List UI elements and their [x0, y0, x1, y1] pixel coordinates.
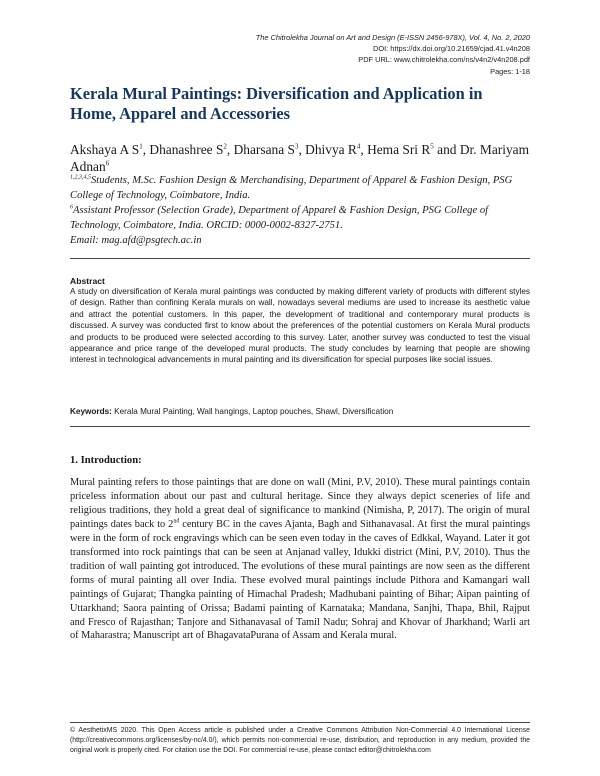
affiliation-students-sup: 1,2,3,4,5 — [70, 174, 91, 181]
author-4-sup: 4 — [356, 142, 361, 151]
affiliation-professor: $^6$Assistant Professor (Selection Grade), Department of Apparel & Fashion Design, PSG College of Technology, Coimbatore, India. ORCID: 0000-0002-8327-2751. — [70, 204, 489, 231]
affiliations — [70, 173, 532, 248]
keywords-text: Kerala Mural Painting, Wall hangings, Laptop pouches, Shawl, Diversification — [114, 407, 394, 416]
author-1-sup: 1 — [139, 142, 143, 151]
ordinal-sup: nd — [173, 518, 180, 525]
running-header — [256, 32, 530, 77]
author-5-sup: 5 — [430, 142, 434, 151]
author-email[interactable]: Email: mag.afd@psgtech.ac.in — [70, 235, 202, 246]
divider-top — [70, 258, 530, 259]
author-4: , Dhivya R — [298, 142, 357, 157]
author-2-sup: 2 — [223, 142, 227, 151]
keywords-label: Keywords: — [70, 407, 112, 416]
divider-footer — [70, 722, 530, 723]
pdf-url-line[interactable]: PDF URL: www.chitrolekha.com/ns/v4n2/v4n208.pdf — [358, 55, 530, 65]
author-2: , Dhanashree S — [142, 142, 224, 157]
abstract-text: A study on diversification of Kerala mural paintings was conducted by making different variety of products with different styles of design. Rather than confining Kerala murals on wall, nowadays several mediums are used to increase its aesthetic value and attract the potential customers. In this paper, the development of traditional and contemporary mural products is discussed. A survey was conducted first to know about the preferences of the potential customers on Kerala Mural products and products to be produced were selected according to this survey. Later, another survey was conducted to test the visual appearance and price range of the developed mural products. The study concludes by learning that people are showing interest in technological advancements in mural painting and its diversification for special purposes like social issues. — [70, 287, 530, 365]
divider-abstract — [70, 426, 530, 427]
author-5: , Hema Sri R — [360, 142, 431, 157]
pages-line: Pages: 1-18 — [490, 66, 530, 76]
keywords — [70, 406, 530, 417]
author-1: Akshaya A S — [70, 142, 140, 157]
affiliation-students: $^{1,2,3,4,5}$Students, M.Sc. Fashion Design & Merchandising, Department of Apparel & Fashion Design, PSG College of Technology, Coimbatore, India. — [70, 174, 513, 201]
author-6: and Dr. Mariyam Adnan — [70, 142, 529, 174]
affiliation-professor-sup: 6 — [70, 204, 73, 211]
doi-line[interactable]: DOI: https://dx.doi.org/10.21659/cjad.41.v4n208 — [373, 44, 530, 54]
section-heading-introduction: 1. Introduction: — [70, 455, 142, 466]
journal-line: The Chitrolekha Journal on Art and Design (E-ISSN 2456-978X), Vol. 4, No. 2, 2020 — [255, 33, 530, 42]
abstract-heading: Abstract — [70, 276, 105, 286]
author-3: , Dharsana S — [226, 142, 295, 157]
introduction-paragraph: Mural painting refers to those paintings that are done on wall (Mini, P.V, 2010). These mural paintings contain priceless information about our past and cultural heritage. Since they always depict sceneries of life and religious traditions, they hold a great deal of significance to mankind (Nimisha, P, 2017). The origin of mural paintings dates back to 2nd century BC in the caves Ajanta, Bagh and Sithanavasal. At first the mural paintings were in the form of rock engravings which can be seen even today in the caves of Edkkal, Wayand. Later it got transformed into rock paintings that can be seen at Anjanad valley, Idukki district (Mini, P.V, 2010). Thus the tradition of wall painting got introduced. The evolutions of these mural paintings are now seen as the different forms of mural painting all over India. These evolved mural paintings include Pithora and Kamangari wall paintings of Gujarat; Thangka painting of Himachal Pradesh; Madhubani painting of Bihar; Aipan painting of Uttarkhand; Saora painting of Orissa; Badami painting of Karnataka; Mandana, Sanjhi, Thapa, Bhil, Rajput and Fresco of Rajasthan; Tanjore and Sithanavasal of Tamil Nadu; Sohraj and Khovar of Jharkhand; Warli art of Maharastra; Manuscript art of BhagavataPurana of Assam and Kerala mural. — [70, 477, 530, 642]
author-list — [70, 141, 532, 175]
author-6-sup: 6 — [105, 159, 110, 168]
author-3-sup: 3 — [294, 142, 299, 151]
paper-title: Kerala Mural Paintings: Diversification and Application in Home, Apparel and Accessories — [70, 84, 483, 123]
license-footer: © AesthetixMS 2020. This Open Access article is published under a Creative Commons Attribution Non-Commercial 4.0 International License (http://creativecommons.org/licenses/by-nc/4.0/), which permits non-commercial re-use, distribution, and reproduction in any medium, provided the original work is properly cited. For citation use the DOI. For commercial re-use, please contact editor@chitrolekha.com — [70, 727, 530, 754]
